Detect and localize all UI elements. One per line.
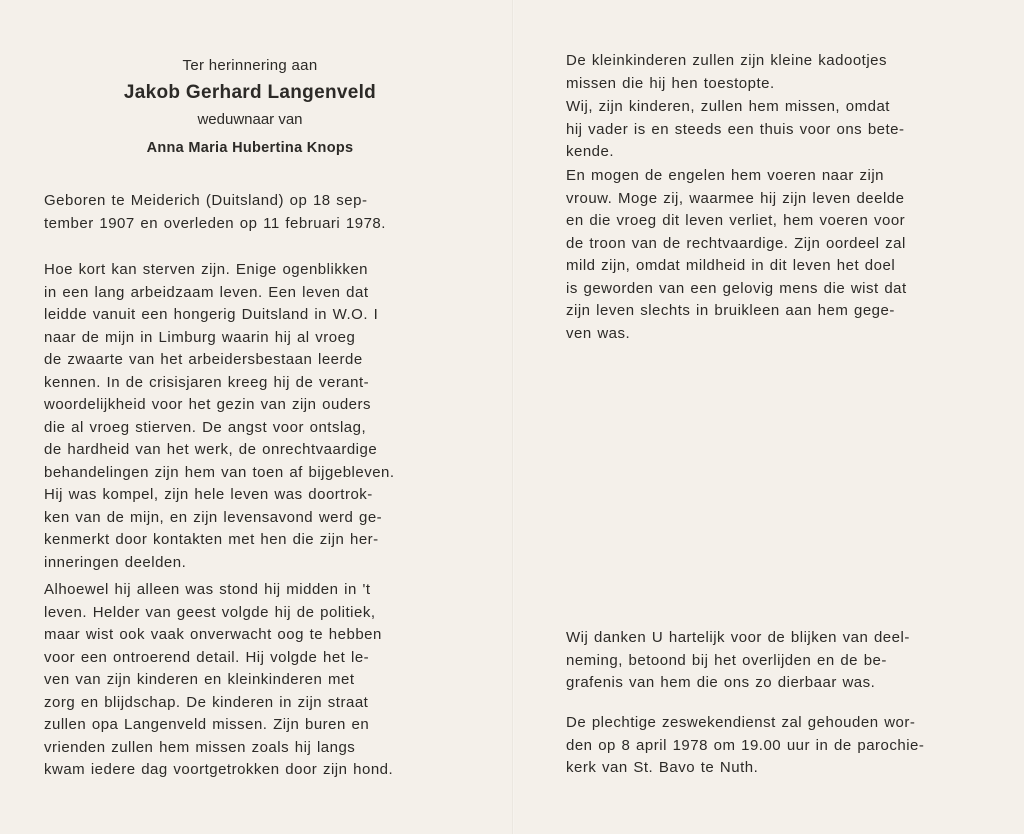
birth-death-text: Geboren te Meiderich (Duitsland) op 18 sep- tember 1907 en overleden op 11 februari 1978. <box>44 192 386 232</box>
thanks-paragraph: Wij danken U hartelijk voor de blijken van deel- neming, betoond bij het overlijden en de be- grafenis van hem die ons zo dierbaar was. <box>566 629 910 691</box>
intro-text: Ter herinnering aan <box>182 57 318 74</box>
biography-paragraph-2: Alhoewel hij alleen was stond hij midden in 't leven. Helder van geest volgde hij de politiek, maar wist ook vaak onverwacht oog te hebben voor een ontroerend detail. Hij volgde het le- ven van zijn kinderen en kleinkinderen met zorg en blijdschap. De kinderen in zijn straat zullen opa Langenveld missen. Zijn buren en vrienden zullen hem missen zoals hij langs kwam iedere dag voortgetrokken door zijn hond. <box>44 581 394 778</box>
children-paragraph: Wij, zijn kinderen, zullen hem missen, omdat hij vader is en steeds een thuis voor ons bete- kende. <box>566 98 905 160</box>
angels-paragraph: En mogen de engelen hem voeren naar zijn vrouw. Moge zij, waarmee hij zijn leven deelde en die vroeg dit leven verliet, hem voeren voor de troon van de rechtvaardige. Zijn oordeel zal mild zijn, omdat mildheid in dit leven het doel is geworden van een gelovig mens die wist dat zijn leven slechts in bruikleen aan hem gege- ven was. <box>566 167 907 342</box>
relation-text: weduwnaar van <box>197 111 303 128</box>
right-page <box>514 0 1024 834</box>
grandchildren-paragraph: De kleinkinderen zullen zijn kleine kadootjes missen die hij hen toestopte. <box>566 52 888 92</box>
deceased-name: Jakob Gerhard Langenveld <box>123 82 377 103</box>
biography-paragraph-1: Hoe kort kan sterven zijn. Enige ogenblikken in een lang arbeidzaam leven. Een leven dat leidde vanuit een hongerig Duitsland in W.O. I naar de mijn in Limburg waarin hij al vroeg de zwaarte van het arbeidersbestaan leerde kennen. In de crisisjaren kreeg hij de verant- woordelijkheid voor het gezin van zijn ouders die al vroeg stierven. De angst voor ontslag, de hardheid van het werk, de onrechtvaardige behandelingen zijn hem van toen af bijgebleven. Hij was kompel, zijn hele leven was doortrok- ken van de mijn, en zijn levensavond werd ge- kenmerkt door kontakten met hen die zijn her- inneringen deelden. <box>44 261 395 571</box>
service-paragraph: De plechtige zeswekendienst zal gehouden wor- den op 8 april 1978 om 19.00 uur in de parochie- kerk van St. Bavo te Nuth. <box>566 714 925 776</box>
spouse-name: Anna Maria Hubertina Knops <box>146 140 354 156</box>
card-header <box>44 56 456 158</box>
